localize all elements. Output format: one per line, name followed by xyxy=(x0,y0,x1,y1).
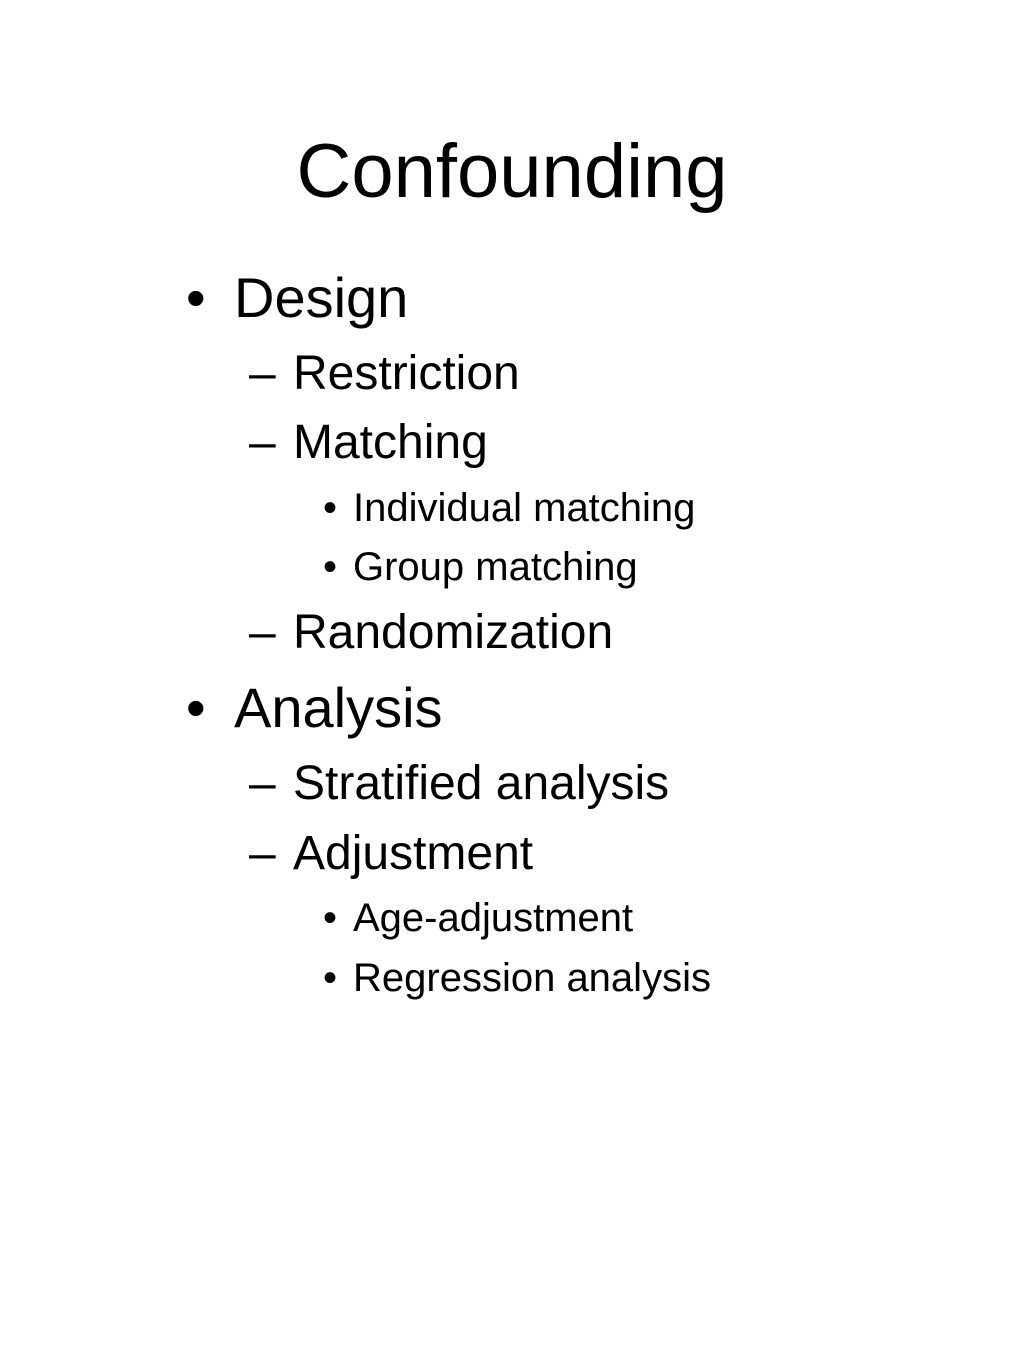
bullet-marker: • xyxy=(323,956,338,1000)
subbullet-text: Stratified analysis xyxy=(293,757,670,810)
subsubbullet-text: Regression analysis xyxy=(353,956,711,1000)
subbullet-stratified-analysis xyxy=(249,756,670,812)
bullet-design xyxy=(186,266,409,330)
subsubbullet-group-matching xyxy=(323,543,638,591)
subbullet-adjustment xyxy=(249,826,534,882)
dash-marker: – xyxy=(249,606,276,659)
subsubbullet-text: Age-adjustment xyxy=(353,896,634,940)
bullet-marker: • xyxy=(186,676,206,739)
subsubbullet-individual-matching xyxy=(323,484,696,532)
subbullet-text: Randomization xyxy=(293,606,614,659)
subbullet-text: Adjustment xyxy=(293,827,534,880)
dash-marker: – xyxy=(249,416,276,469)
bullet-analysis xyxy=(186,676,443,740)
subbullet-text: Restriction xyxy=(293,347,520,400)
subbullet-matching xyxy=(249,415,488,471)
bullet-marker: • xyxy=(323,486,338,530)
subsubbullet-text: Individual matching xyxy=(353,486,696,530)
dash-marker: – xyxy=(249,827,276,880)
subsubbullet-regression-analysis xyxy=(323,954,711,1002)
subsubbullet-text: Group matching xyxy=(353,545,638,589)
subbullet-text: Matching xyxy=(293,416,488,469)
bullet-text: Design xyxy=(234,266,409,329)
dash-marker: – xyxy=(249,757,276,810)
slide-title: Confounding xyxy=(296,129,728,214)
bullet-marker: • xyxy=(323,896,338,940)
bullet-marker: • xyxy=(323,545,338,589)
subbullet-restriction xyxy=(249,346,520,402)
bullet-text: Analysis xyxy=(234,676,443,739)
dash-marker: – xyxy=(249,347,276,400)
subsubbullet-age-adjustment xyxy=(323,894,634,942)
bullet-marker: • xyxy=(186,266,206,329)
subbullet-randomization xyxy=(249,605,614,661)
